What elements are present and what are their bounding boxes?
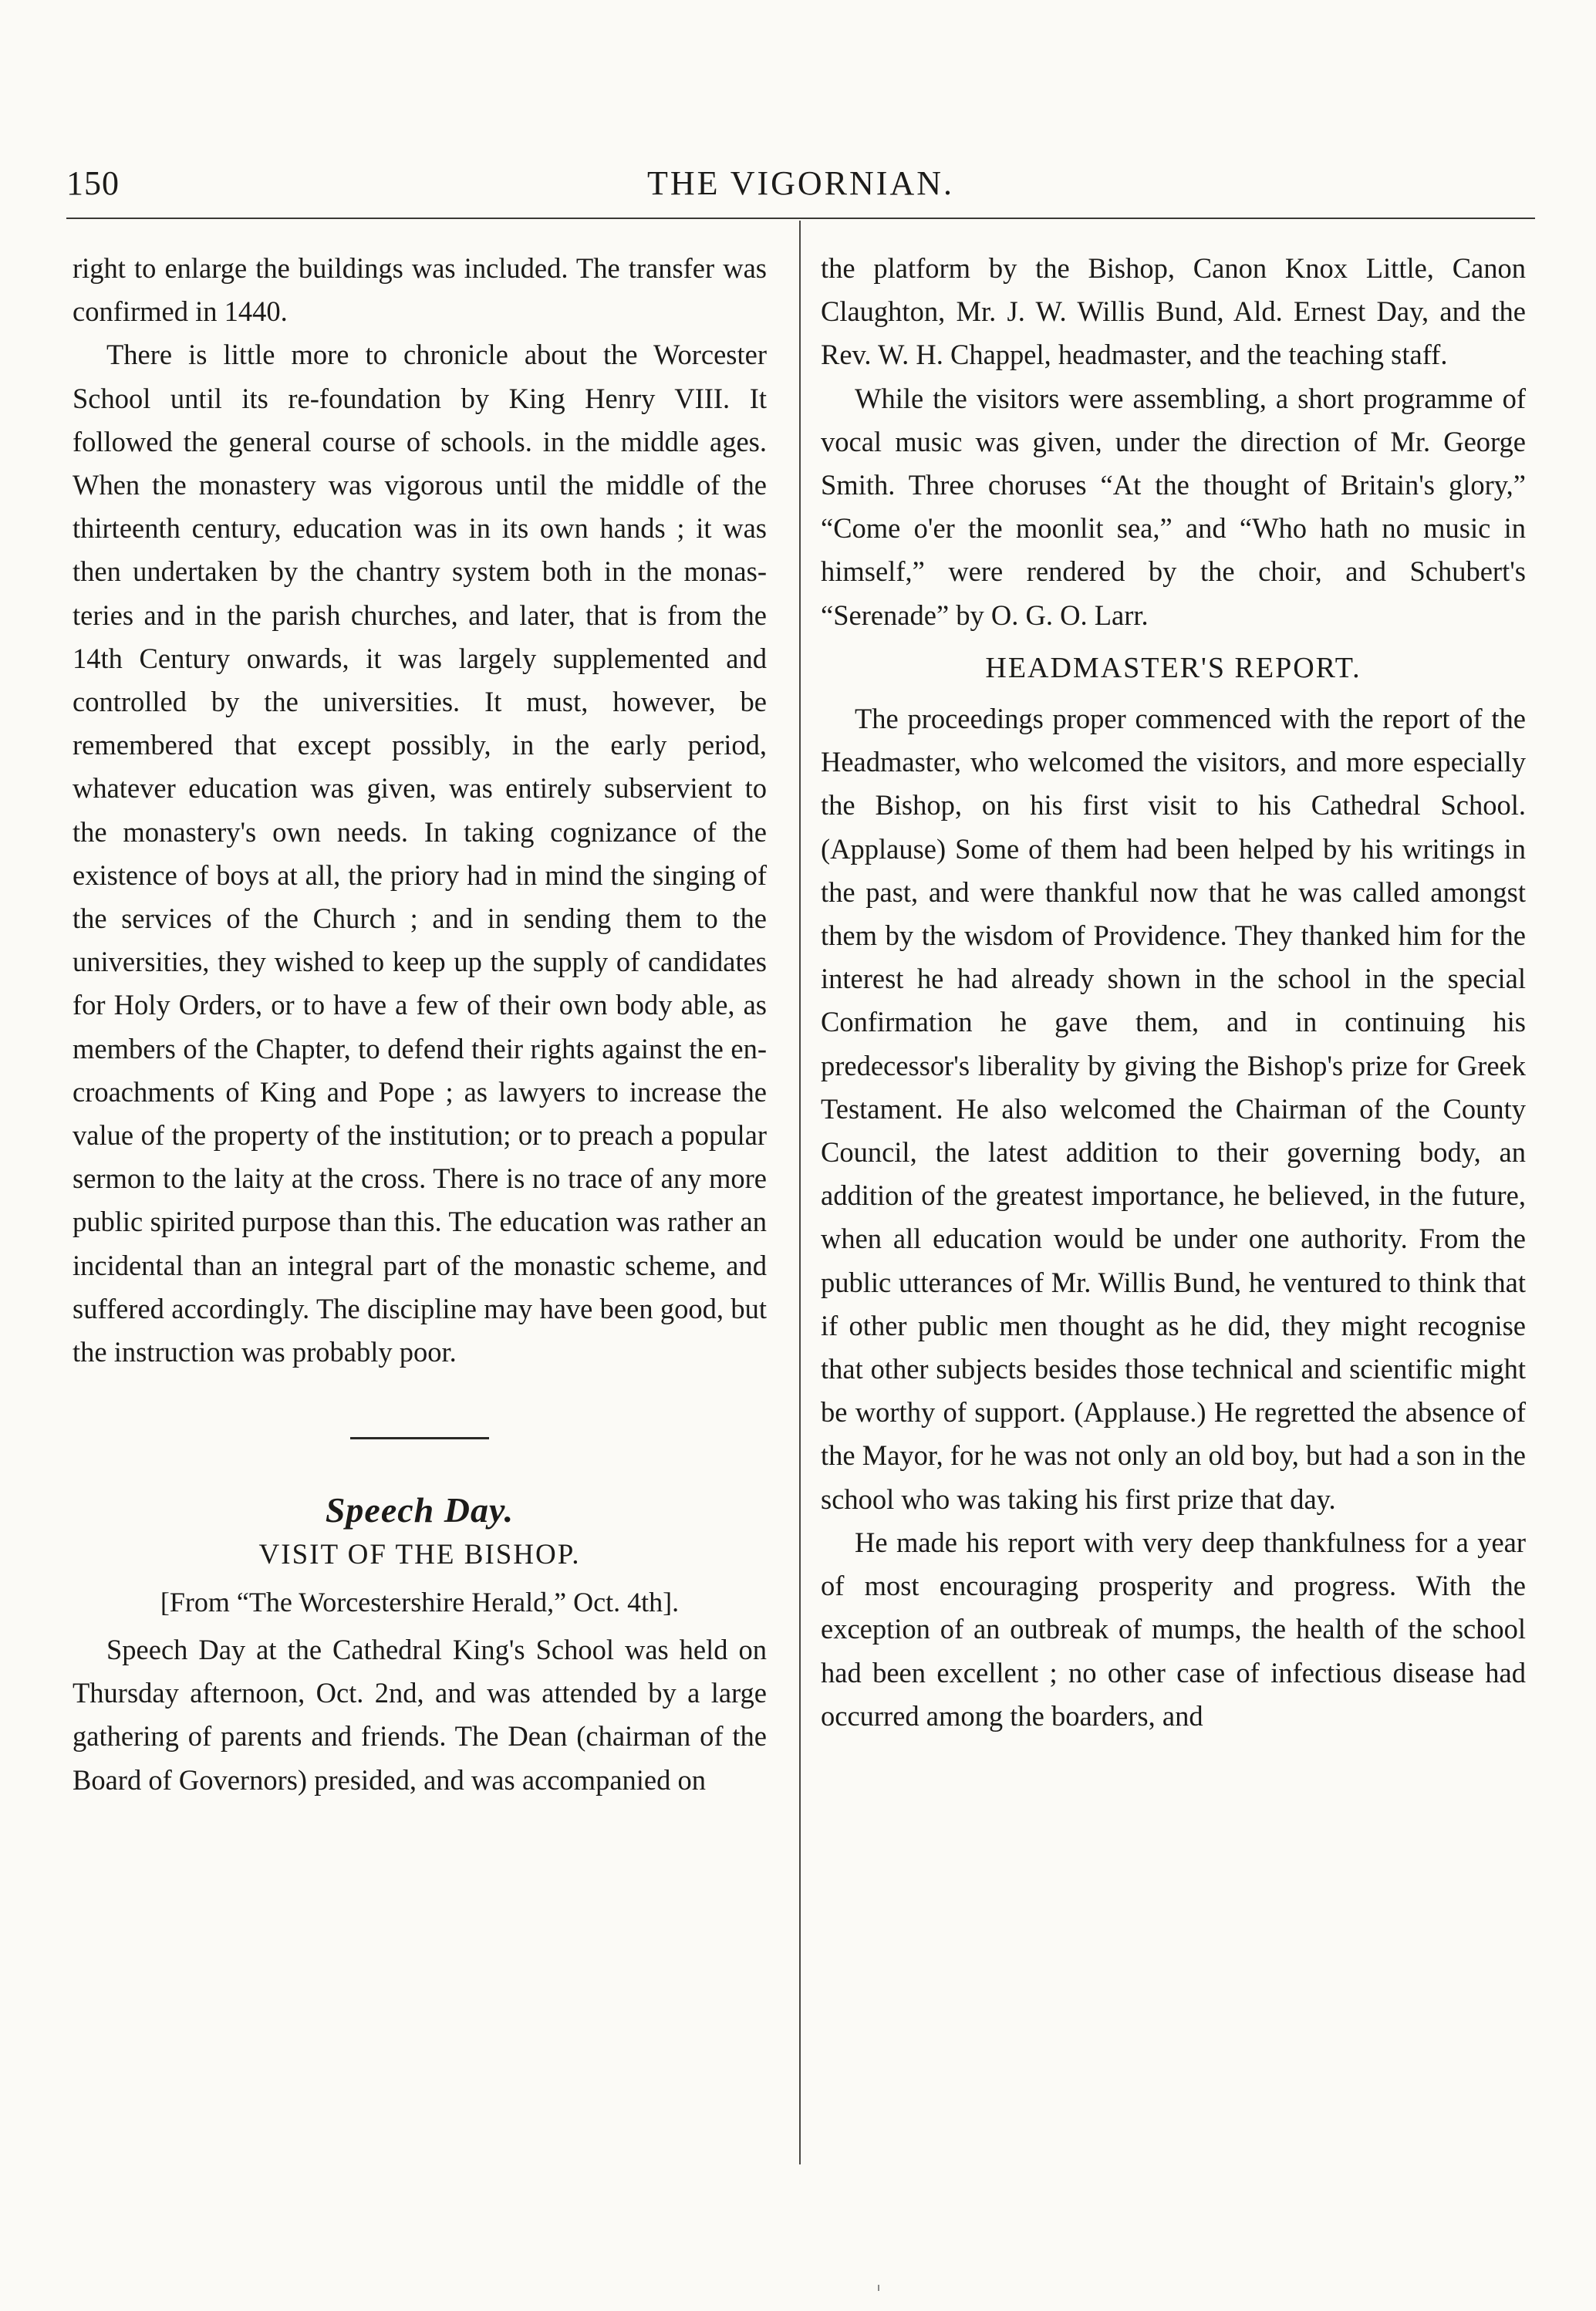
paragraph-music: While the visitors were assembling, a short programme of vocal music was given, under the direction of Mr. George Smith. Three choruses “At the thought of Britain's glory,” “Come o'er the moonlit sea,” and “Who hath no music in himself,” were rendered by the choir, and Schubert's “Serenade” by O. G. O. Larr. <box>821 382 1526 631</box>
page-header <box>66 164 1535 210</box>
paragraph-speech-day: Speech Day at the Cathedral King's School was held on Thursday afternoon, Oct. 2nd, and was attended by a large gathering of parents and friends. The Dean (chairman of the Board of Governors) presided, and was accompanied on <box>73 1633 767 1796</box>
header-rule <box>66 218 1535 219</box>
visit-heading: VISIT OF THE BISHOP. <box>258 1539 581 1571</box>
section-divider <box>350 1437 489 1439</box>
paragraph-platform: the platform by the Bishop, Canon Knox Little, Canon Claughton, Mr. J. W. Willis Bund, Ald. Ernest Day, and the Rev. W. H. Chappel, headmaster, and the teaching staff. <box>821 252 1526 371</box>
paragraph-continuation: right to enlarge the buildings was included. The transfer was confirmed in 1440. <box>73 252 767 328</box>
running-title: THE VIGORNIAN. <box>646 164 955 202</box>
right-column <box>821 247 1526 1738</box>
column-divider <box>799 221 801 2164</box>
speech-day-title: Speech Day. <box>325 1490 515 1530</box>
paragraph-report-continued: He made his report with very deep thankfulness for a year of most encouraging prosperity and progress. With the exception of an outbreak of mumps, the health of the school had been excellent ; no other case of infectious disease had occurred among the boarders, and <box>821 1526 1526 1732</box>
paragraph-school-history: There is little more to chronicle about the Worcester School until its re-foundation by King Henry VIII. It followed the general course of schools. in the middle ages. When the monastery was vigorous until the middle of the thirteenth century, education was in its own hands ; it was then undertaken by the chantry system both in the monasteries and in the parish churches, and later, that is from the 14th Century onwards, it was largely supplemented and controlled by the universities. It must, however, be remembered that except possibly, in the early period, whatever education was given, was entirely subservient to the monastery's own needs. In taking cognizance of the existence of boys at all, the priory had in mind the singing of the services of the Church ; and in sending them to the universities, they wished to keep up the supply of candidates for Holy Orders, or to have a few of their own body able, as members of the Chapter, to defend their rights against the encroachments of King and Pope ; as lawyers to increase the value of the property of the institution; or to preach a popular sermon to the laity at the cross. There is no trace of any more public spirited purpose than this. The education was rather an incidental than an integral part of the monastic scheme, and suffered accordingly. The discipline may have been good, but the instruction was probably poor. <box>73 339 767 1368</box>
headmaster-report-heading: HEADMASTER'S REPORT. <box>985 651 1361 684</box>
page-mark <box>878 2285 879 2291</box>
source-citation: [From “The Worcestershire Herald,” Oct. 4th]. <box>160 1586 680 1618</box>
page-number: 150 <box>66 164 120 202</box>
left-column <box>73 247 767 1802</box>
paragraph-headmaster-report: The proceedings proper commenced with the report of the Headmaster, who welcomed the visitors, and more especially the Bishop, on his first visit to his Cathedral School. (Applause) Some of them had been helped by his writings in the past, and were thankful now that he was called amongst them by the wisdom of Providence. They thanked him for the interest he had already shown in the school in the special Confirmation he gave them, and in continuing his predecessor's liberality by giving the Bishop's prize for Greek Testament. He also welcomed the Chairman of the County Council, the latest addition to their governing body, an addition of the greatest importance, he believed, in the future, when all education would be under one authority. From the public utterances of Mr. Willis Bund, he ventured to think that if other public men thought as he did, they might recognise that other subjects besides those technical and scientific might be worthy of support. (Applause.) He regretted the absence of the Mayor, for he was not only an old boy, but had a son in the school who was taking his first prize that day. <box>821 703 1526 1515</box>
